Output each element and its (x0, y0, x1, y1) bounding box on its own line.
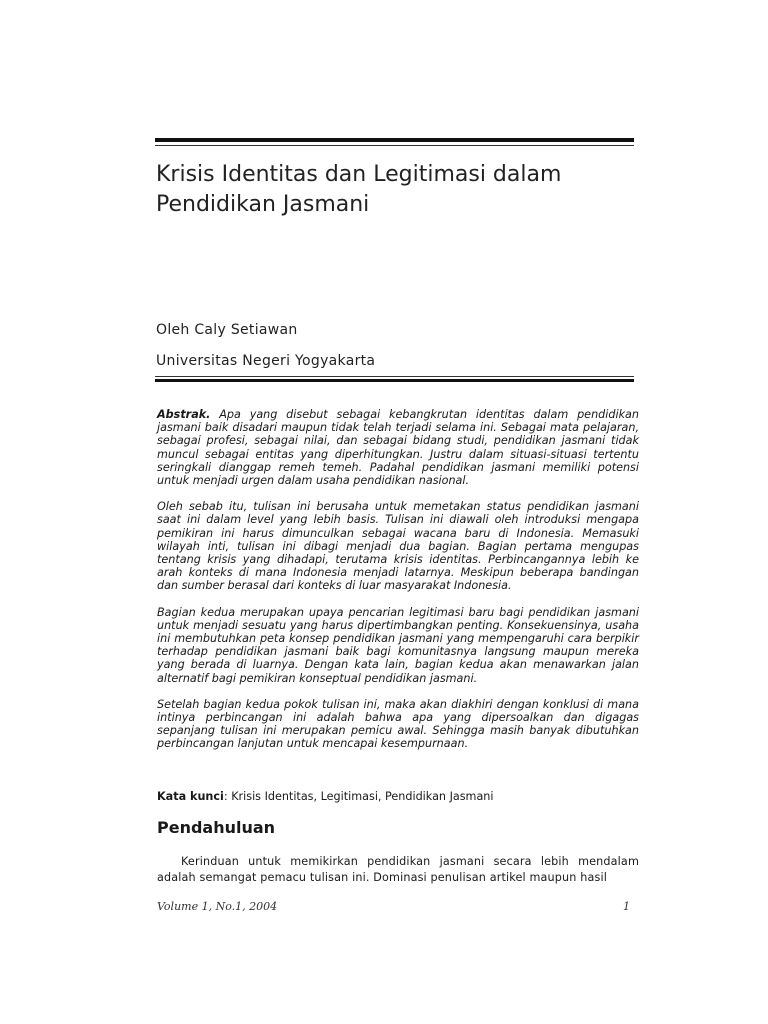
article-title: Krisis Identitas dan Legitimasi dalam Pendidikan Jasmani (156, 162, 562, 217)
keywords-separator: : (223, 790, 228, 803)
abstract-paragraph: Setelah bagian kedua pokok tulisan ini, maka akan diakhiri dengan konklusi di mana intinya perbincangan ini adalah bahwa apa yang dipersoalkan dan digagas sepanjang tulisan ini merupakan pemicu awal. Sehingga masih banyak dibutuhkan perbincangan lanjutan untuk mencapai kesempurnaan. (157, 697, 639, 751)
author-affiliation: Universitas Negeri Yogyakarta (156, 353, 376, 369)
abstract-block (157, 408, 639, 764)
keywords-line (157, 790, 639, 804)
abstract-paragraph: Bagian kedua merupakan upaya pencarian legitimasi baru bagi pendidikan jasmani untuk menjadi sesuatu yang harus dipertimbangkan penting. Konsekuensinya, usaha ini membutuhkan peta konsep pendidikan jasmani yang mempengaruhi cara berpikir terhadap pendidikan jasmani baik bagi komunitasnya langsung maupun mereka yang berada di luarnya. Dengan kata lain, bagian kedua akan menawarkan jalan alternatif bagi pemikiran konseptual pendidikan jasmani. (157, 605, 639, 685)
byline-rule-thin (155, 376, 634, 377)
byline-rule-thick (155, 379, 634, 382)
header-rule-thin (155, 145, 634, 146)
abstract-label: Abstrak. (157, 408, 211, 421)
abstract-paragraph-1-text: Apa yang disebut sebagai kebangkrutan identitas dalam pendidikan jasmani baik disadari maupun tidak telah terjadi selama ini. Sebagai mata pelajaran, sebagai profesi, sebagai nilai, dan sebagai bidang studi, pendidikan jasmani tidak muncul sebagai entitas yang diperhitungkan. Justru dalam situasi-situasi tertentu seringkali dianggap remeh temeh. Padahal pendidikan jasmani memiliki potensi untuk menjadi urgen dalam usaha pendidikan nasional. (157, 408, 640, 488)
author-name: Oleh Caly Setiawan (156, 322, 298, 338)
header-rule-thick (155, 138, 634, 142)
abstract-paragraph: Oleh sebab itu, tulisan ini berusaha untuk memetakan status pendidikan jasmani saat ini dalam level yang lebih basis. Tulisan ini diawali oleh introduksi mengapa pemikiran ini harus dimunculkan sebagai wacana baru di Indonesia. Memasuki wilayah inti, tulisan ini dibagi menjadi dua bagian. Bagian pertama mengupas tentang krisis yang dihadapi, terutama krisis identitas. Perbincangannya lebih ke arah konteks di mana Indonesia menjadi latarnya. Meskipun beberapa bandingan dan sumber berasal dari konteks di luar masyarakat Indonesia. (157, 500, 639, 593)
footer-volume: Volume 1, No.1, 2004 (157, 900, 278, 913)
footer-page-number: 1 (623, 900, 630, 913)
intro-paragraph: Kerinduan untuk memikirkan pendidikan jasmani secara lebih mendalam adalah semangat pemacu tulisan ini. Dominasi penulisan artikel maupun hasil (157, 855, 639, 884)
section-heading: Pendahuluan (157, 818, 276, 837)
keywords-label: Kata kunci (157, 790, 224, 803)
keywords-values: Krisis Identitas, Legitimasi, Pendidikan Jasmani (227, 790, 494, 803)
abstract-paragraph (157, 408, 639, 487)
